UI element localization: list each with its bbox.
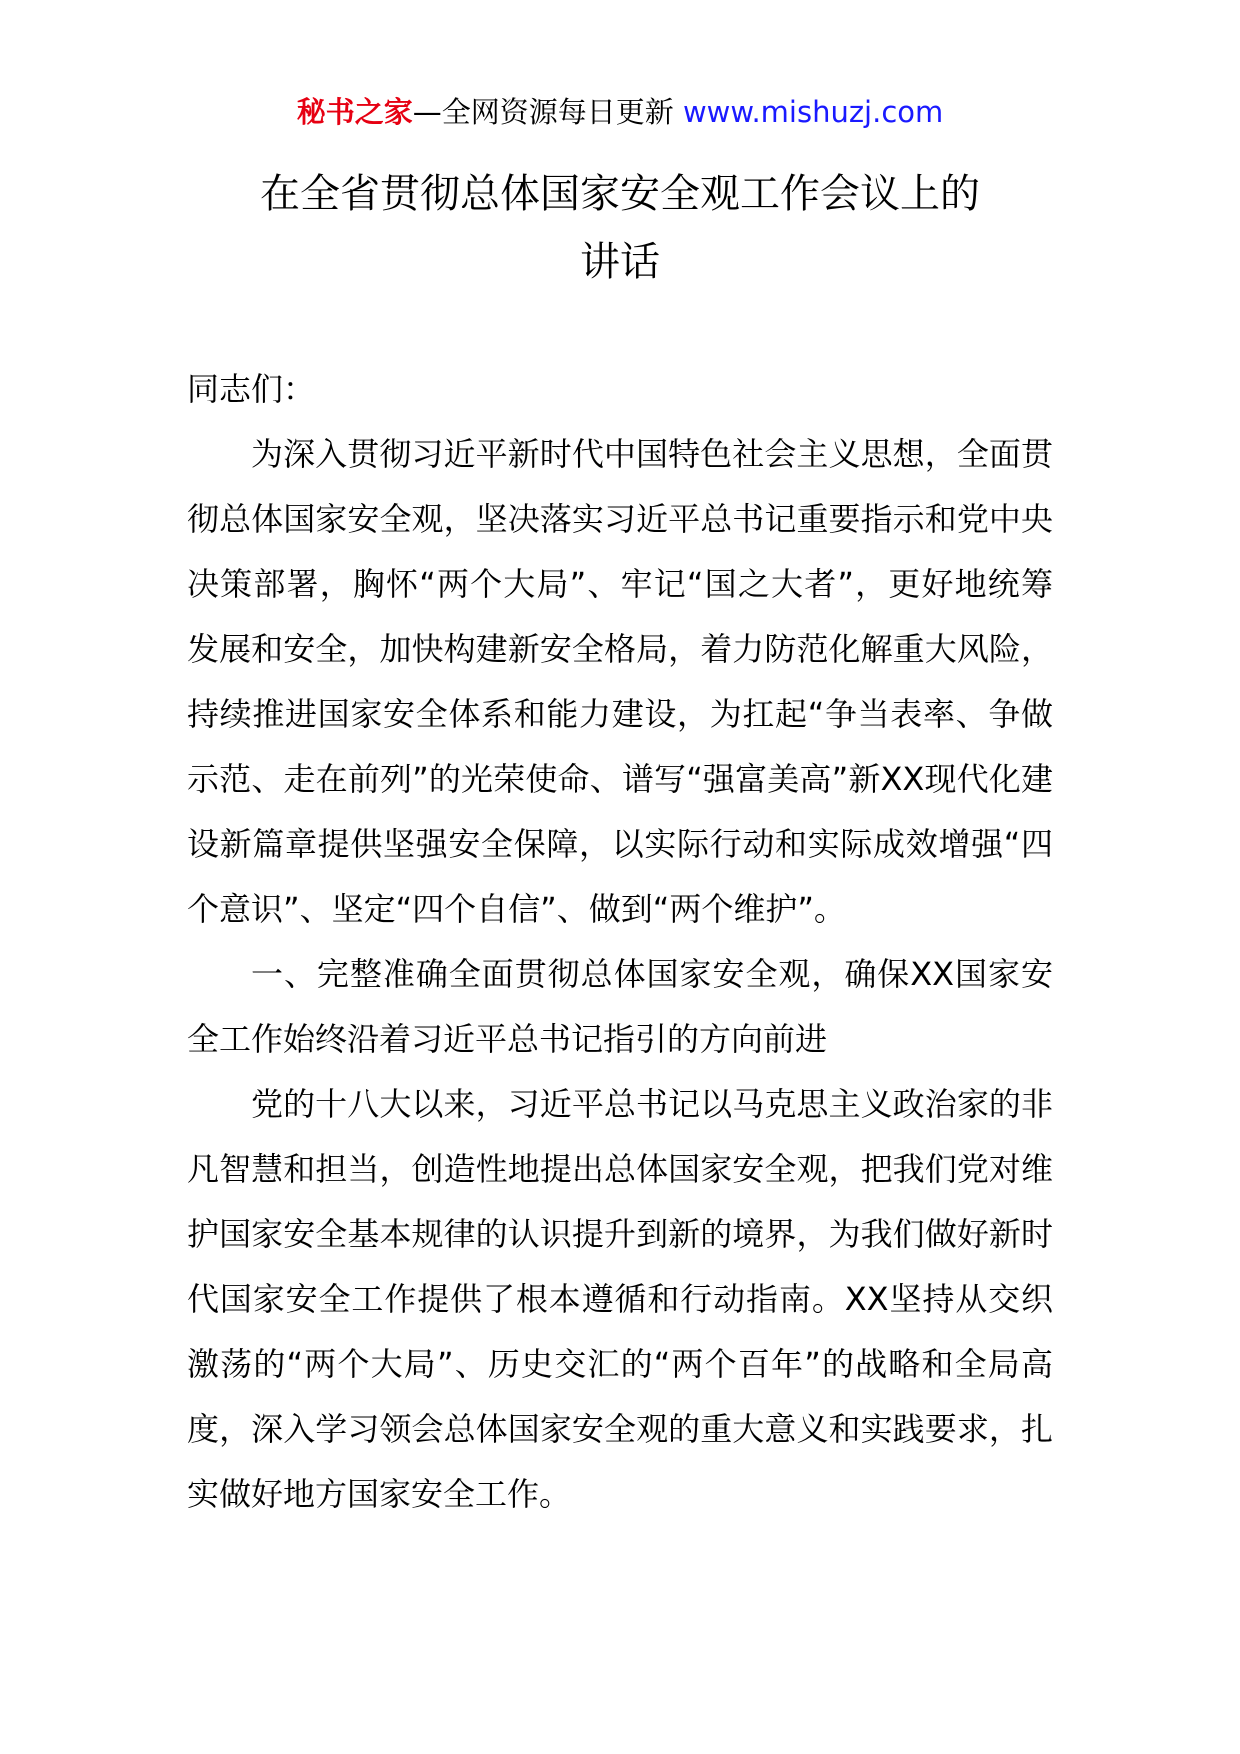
document-title [150,160,1090,296]
salutation: 同志们： [187,370,316,408]
paragraph-section-1: 党的十八大以来，习近平总书记以马克思主义政治家的非凡智慧和担当，创造性地提出总体国家安全观，把我们党对维护国家安全基本规律的认识提升到新的境界，为我们做好新时代国家安全工作提供了根本遵循和行动指南。XX坚持从交织激荡的“两个大局”、历史交汇的“两个百年”的战略和全局高度，深入学习领会总体国家安全观的重大意义和实践要求，扎实做好地方国家安全工作。 [187,1085,1053,1513]
site-header [0,92,1240,132]
site-tagline: —全网资源每日更新 [412,95,674,129]
section-heading-1: 一、完整准确全面贯彻总体国家安全观，确保XX国家安全工作始终沿着习近平总书记指引的方向前进 [187,955,1053,1058]
document-title-line-2: 讲话 [580,239,660,285]
document-title-line-1: 在全省贯彻总体国家安全观工作会议上的 [260,171,980,217]
site-brand: 秘书之家 [296,95,413,129]
paragraph-intro: 为深入贯彻习近平新时代中国特色社会主义思想，全面贯彻总体国家安全观，坚决落实习近平总书记重要指示和党中央决策部署，胸怀“两个大局”、牢记“国之大者”，更好地统筹发展和安全，加快构建新安全格局，着力防范化解重大风险，持续推进国家安全体系和能力建设，为扛起“争当表率、争做示范、走在前列”的光荣使命、谱写“强富美高”新XX现代化建设新篇章提供坚强安全保障，以实际行动和实际成效增强“四个意识”、坚定“四个自信”、做到“两个维护”。 [187,435,1053,928]
document-body [187,357,1053,1527]
site-url-link[interactable]: www.mishuzj.com [682,95,944,129]
